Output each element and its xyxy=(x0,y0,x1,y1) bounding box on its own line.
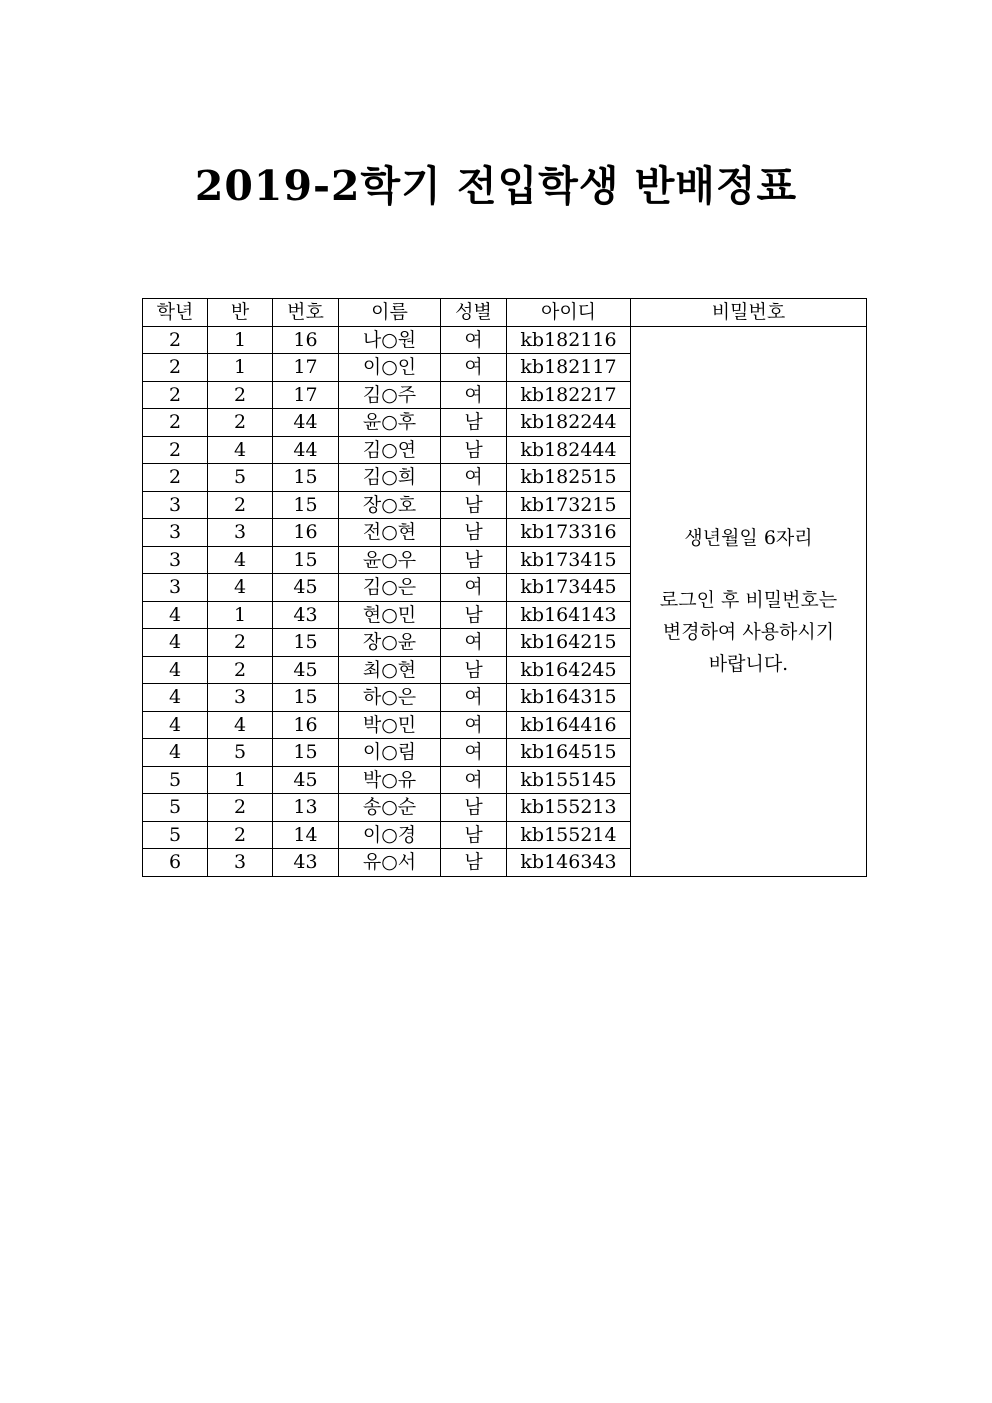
cell-number: 14 xyxy=(273,821,339,849)
cell-name: 전○현 xyxy=(339,519,441,547)
cell-class: 4 xyxy=(208,711,273,739)
cell-grade: 4 xyxy=(143,656,208,684)
cell-number: 45 xyxy=(273,574,339,602)
cell-class: 3 xyxy=(208,684,273,712)
cell-gender: 남 xyxy=(441,546,507,574)
cell-name: 최○현 xyxy=(339,656,441,684)
cell-grade: 3 xyxy=(143,491,208,519)
cell-name: 장○호 xyxy=(339,491,441,519)
cell-class: 3 xyxy=(208,849,273,877)
cell-name: 장○윤 xyxy=(339,629,441,657)
cell-class: 2 xyxy=(208,381,273,409)
cell-number: 44 xyxy=(273,409,339,437)
password-note-line-3: 변경하여 사용하시기 xyxy=(662,621,835,643)
cell-class: 2 xyxy=(208,409,273,437)
cell-grade: 4 xyxy=(143,711,208,739)
cell-grade: 4 xyxy=(143,601,208,629)
cell-class: 2 xyxy=(208,821,273,849)
cell-class: 3 xyxy=(208,519,273,547)
password-note-line-4: 바랍니다. xyxy=(708,653,789,675)
cell-gender: 여 xyxy=(441,381,507,409)
cell-id: kb182244 xyxy=(507,409,631,437)
cell-name: 유○서 xyxy=(339,849,441,877)
cell-name: 이○림 xyxy=(339,739,441,767)
cell-id: kb155214 xyxy=(507,821,631,849)
cell-grade: 6 xyxy=(143,849,208,877)
cell-gender: 여 xyxy=(441,326,507,354)
cell-class: 1 xyxy=(208,766,273,794)
cell-gender: 여 xyxy=(441,739,507,767)
cell-grade: 2 xyxy=(143,464,208,492)
cell-grade: 5 xyxy=(143,821,208,849)
cell-class: 2 xyxy=(208,656,273,684)
cell-gender: 여 xyxy=(441,354,507,382)
cell-class: 1 xyxy=(208,326,273,354)
cell-gender: 남 xyxy=(441,601,507,629)
cell-grade: 3 xyxy=(143,519,208,547)
table-row xyxy=(143,326,867,354)
cell-id: kb164143 xyxy=(507,601,631,629)
cell-number: 13 xyxy=(273,794,339,822)
cell-id: kb146343 xyxy=(507,849,631,877)
cell-number: 16 xyxy=(273,519,339,547)
header-class: 반 xyxy=(208,299,273,327)
cell-id: kb173445 xyxy=(507,574,631,602)
cell-gender: 남 xyxy=(441,656,507,684)
cell-class: 1 xyxy=(208,354,273,382)
cell-number: 17 xyxy=(273,354,339,382)
cell-name: 이○경 xyxy=(339,821,441,849)
cell-class: 4 xyxy=(208,574,273,602)
cell-id: kb164245 xyxy=(507,656,631,684)
cell-class: 5 xyxy=(208,739,273,767)
cell-grade: 5 xyxy=(143,766,208,794)
password-note-line-1: 생년월일 6자리 xyxy=(684,527,813,549)
cell-gender: 남 xyxy=(441,821,507,849)
cell-number: 45 xyxy=(273,766,339,794)
cell-id: kb155213 xyxy=(507,794,631,822)
cell-number: 15 xyxy=(273,491,339,519)
cell-gender: 여 xyxy=(441,629,507,657)
cell-number: 15 xyxy=(273,684,339,712)
cell-grade: 4 xyxy=(143,629,208,657)
cell-name: 윤○후 xyxy=(339,409,441,437)
header-number: 번호 xyxy=(273,299,339,327)
table-header-row xyxy=(143,299,867,327)
cell-gender: 여 xyxy=(441,766,507,794)
cell-grade: 3 xyxy=(143,546,208,574)
cell-class: 1 xyxy=(208,601,273,629)
cell-number: 17 xyxy=(273,381,339,409)
cell-number: 16 xyxy=(273,711,339,739)
cell-gender: 남 xyxy=(441,849,507,877)
cell-number: 45 xyxy=(273,656,339,684)
cell-class: 4 xyxy=(208,436,273,464)
cell-gender: 남 xyxy=(441,491,507,519)
cell-class: 2 xyxy=(208,794,273,822)
header-id: 아이디 xyxy=(507,299,631,327)
cell-grade: 2 xyxy=(143,409,208,437)
cell-gender: 여 xyxy=(441,684,507,712)
cell-name: 김○희 xyxy=(339,464,441,492)
cell-grade: 4 xyxy=(143,739,208,767)
password-note-line-2: 로그인 후 비밀번호는 xyxy=(659,589,838,611)
cell-id: kb164315 xyxy=(507,684,631,712)
cell-name: 김○은 xyxy=(339,574,441,602)
header-gender: 성별 xyxy=(441,299,507,327)
cell-name: 김○연 xyxy=(339,436,441,464)
cell-id: kb182444 xyxy=(507,436,631,464)
cell-grade: 2 xyxy=(143,354,208,382)
cell-number: 16 xyxy=(273,326,339,354)
cell-name: 하○은 xyxy=(339,684,441,712)
cell-number: 44 xyxy=(273,436,339,464)
cell-gender: 여 xyxy=(441,464,507,492)
cell-number: 15 xyxy=(273,464,339,492)
cell-id: kb155145 xyxy=(507,766,631,794)
student-assignment-table xyxy=(142,298,867,877)
cell-id: kb182116 xyxy=(507,326,631,354)
cell-name: 현○민 xyxy=(339,601,441,629)
table-body xyxy=(143,326,867,876)
header-name: 이름 xyxy=(339,299,441,327)
cell-name: 송○순 xyxy=(339,794,441,822)
cell-number: 43 xyxy=(273,601,339,629)
cell-number: 15 xyxy=(273,546,339,574)
cell-class: 5 xyxy=(208,464,273,492)
cell-id: kb182515 xyxy=(507,464,631,492)
cell-gender: 남 xyxy=(441,519,507,547)
cell-grade: 2 xyxy=(143,381,208,409)
cell-id: kb182117 xyxy=(507,354,631,382)
cell-id: kb173415 xyxy=(507,546,631,574)
cell-number: 15 xyxy=(273,739,339,767)
cell-number: 15 xyxy=(273,629,339,657)
header-password: 비밀번호 xyxy=(631,299,867,327)
cell-class: 4 xyxy=(208,546,273,574)
cell-id: kb164515 xyxy=(507,739,631,767)
cell-name: 박○유 xyxy=(339,766,441,794)
header-grade: 학년 xyxy=(143,299,208,327)
cell-id: kb164416 xyxy=(507,711,631,739)
cell-id: kb164215 xyxy=(507,629,631,657)
cell-gender: 여 xyxy=(441,574,507,602)
cell-name: 김○주 xyxy=(339,381,441,409)
password-note-spacer xyxy=(631,554,866,584)
cell-grade: 4 xyxy=(143,684,208,712)
password-note-cell xyxy=(631,326,867,876)
cell-class: 2 xyxy=(208,629,273,657)
cell-class: 2 xyxy=(208,491,273,519)
cell-grade: 5 xyxy=(143,794,208,822)
cell-id: kb173316 xyxy=(507,519,631,547)
cell-name: 나○원 xyxy=(339,326,441,354)
cell-gender: 여 xyxy=(441,711,507,739)
cell-id: kb173215 xyxy=(507,491,631,519)
cell-grade: 2 xyxy=(143,326,208,354)
cell-grade: 3 xyxy=(143,574,208,602)
cell-gender: 남 xyxy=(441,436,507,464)
cell-name: 윤○우 xyxy=(339,546,441,574)
cell-name: 박○민 xyxy=(339,711,441,739)
cell-name: 이○인 xyxy=(339,354,441,382)
cell-grade: 2 xyxy=(143,436,208,464)
cell-number: 43 xyxy=(273,849,339,877)
cell-id: kb182217 xyxy=(507,381,631,409)
page-title: 2019-2학기 전입학생 반배정표 xyxy=(194,162,798,210)
cell-gender: 남 xyxy=(441,794,507,822)
cell-gender: 남 xyxy=(441,409,507,437)
